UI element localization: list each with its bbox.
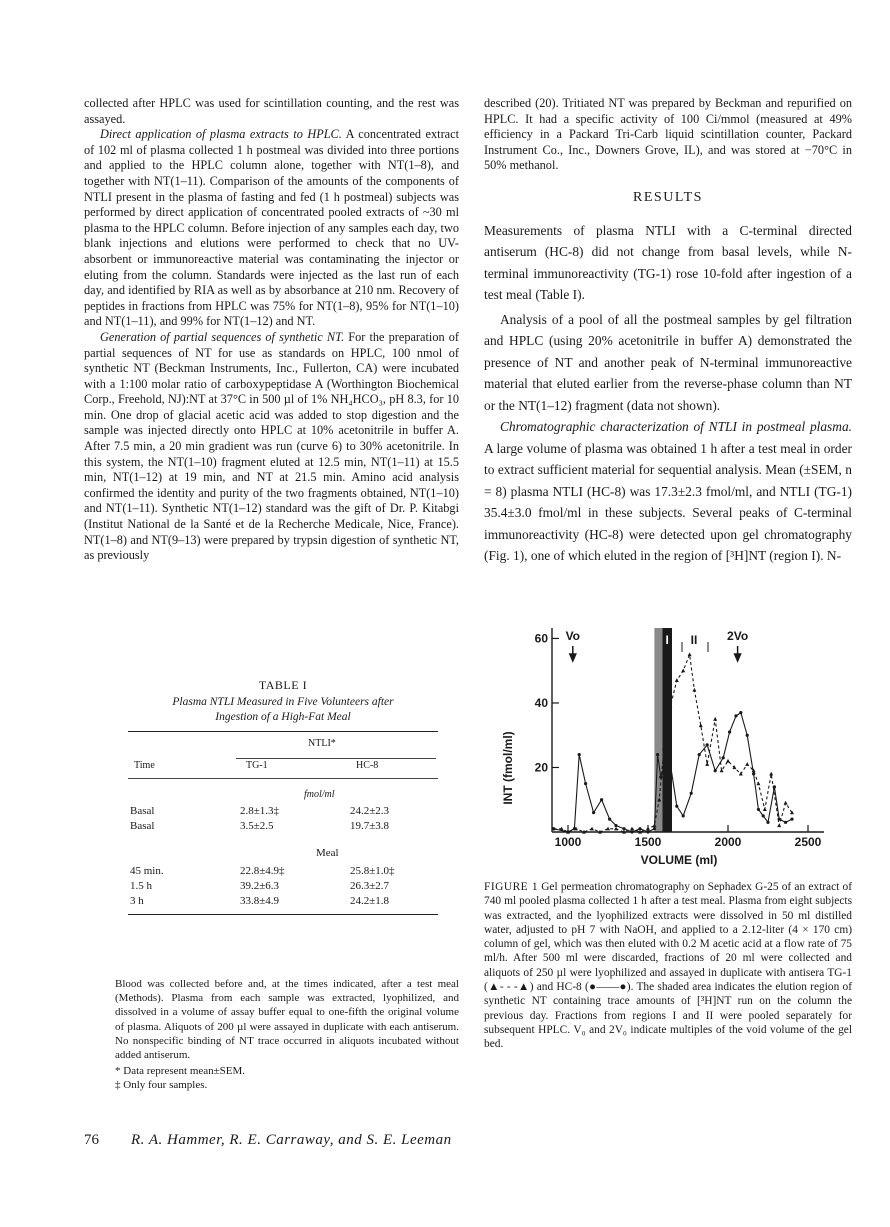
- results-paragraph-3: [484, 416, 852, 567]
- figure-caption-label: FIGURE 1: [484, 881, 539, 893]
- y-axis-label: INT (fmol/ml): [501, 731, 515, 805]
- table-footnote-star: * Data represent mean±SEM.: [115, 1065, 246, 1078]
- void-volume-label: Vo: [565, 629, 581, 643]
- left-paragraph-2: [84, 127, 459, 330]
- table-row: [128, 805, 438, 820]
- line-hc8: [554, 713, 792, 832]
- point-tg1: [606, 827, 610, 831]
- point-hc8: [728, 730, 731, 733]
- subsection-heading-partial-sequences: Generation of partial sequences of synthetic NT.: [100, 329, 345, 344]
- left-column: [84, 96, 459, 564]
- point-hc8: [690, 792, 693, 795]
- results-paragraph-2: Analysis of a pool of all the postmeal samples by gel filtration and HPLC (using 20% acetonitrile in buffer A) demonstrated the presence of NT and another peak of N-terminal immunoreactive material that eluted earlier from the reverse-phase column than NT or the NT(1–12) fragment (data not shown).: [484, 311, 852, 413]
- table-caption-line-2: Ingestion of a High-Fat Meal: [215, 711, 351, 723]
- point-hc8: [608, 817, 611, 820]
- table-cell-hc8: 24.2±2.3: [350, 805, 390, 817]
- table-cell-time: 45 min.: [130, 865, 164, 877]
- subsection-heading-chromatographic: Chromatographic characterization of NTLI in postmeal plasma.: [500, 419, 852, 435]
- results-text: [484, 220, 852, 567]
- table-group-header: NTLI*: [308, 738, 336, 749]
- point-tg1: [784, 801, 788, 805]
- page-number: 76: [84, 1132, 99, 1148]
- x-tick-label: 1500: [634, 835, 662, 849]
- table-meal-header-row: [128, 835, 438, 865]
- table-cell-time: Basal: [130, 820, 155, 832]
- table-footnote-main: Blood was collected before and, at the times indicated, after a test meal (Methods). Plasma from each sample was extracted, lyophilized, and dissolved in a volume of assay buffer equal to one-fifth the original volume of plasma. Aliquots of 200 µl were assayed in duplicate with each antiserum. No nonspecific binding of NT trace occurred in aliquots incubated without added antiserum.: [115, 978, 459, 1062]
- table-footnote-dagger: ‡ Only four samples.: [115, 1079, 208, 1092]
- point-hc8: [600, 798, 603, 801]
- table-cell-tg1: 39.2±6.3: [240, 880, 280, 892]
- table-cell-time: 3 h: [130, 895, 144, 907]
- x-tick-label: 2500: [794, 835, 822, 849]
- table-row: [128, 895, 438, 910]
- point-tg1: [688, 652, 692, 656]
- table-section-meal: Meal: [316, 847, 339, 859]
- left-paragraph-2-body: A concentrated extract of 102 ml of plasma collected 1 h postmeal was divided into three portions and applied to the HPLC column alone, together with NT(1–8), and together with NT(1–11). Comparison of the amounts of the components of NTLI present in the plasma of fasting and fed (1 h postmeal) subjects was performed by direct application of concentrated pooled extracts of ~30 ml plasma to the HPLC column. Before injection of any samples each day, two blank injections and elutions were performed to check that no UV-absorbent or immunoreactive material was contaminating the injector or eluting from the column. Standards were injected as the last run of each day, and identified by RIA as well as by absorbance at 210 nm. Recovery of peptides in fractions from HPLC was 75% for NT(1–8), 95% for NT(1–10) and NT(1–11), and 99% for NT(1–12) and NT.: [84, 127, 459, 329]
- left-paragraph-3-body: For the preparation of partial sequences of NT for use as standards on HPLC, 100 nmol of synthetic NT (Beckman Instruments, Inc., Fullerton, CA) were incubated with a 1:100 molar ratio of carboxypeptidase A (Worthington Biochemical Corp., Freehold, NJ):NT at 37°C in 500 µl of 1% NH₄HCO₃, pH 8.3, for 10 min. One drop of glacial acetic acid was added to stop digestion and the sample was injected directly onto HPLC at 10% acetonitrile in buffer A. After 7.5 min, a 20 min gradient was run (curve 6) to 30% acetonitrile. In this system, the NT(1–10) fragment eluted at 12.5 min, NT(1–11) at 15.5 min, NT(1–12) at 19 min, and NT at 21.5 min. Amino acid analysis confirmed the identity and purity of the two fragments obtained, NT(1–10) and NT(1–11). Synthetic NT(1–12) standard was the gift of Dr. P. Kitabgi (Institut National de la Santé et de la Recherche Medicale, Nice, France). NT(1–8) and NT(9–13) were prepared by trypsin digestion of synthetic NT, as previously: [84, 329, 459, 563]
- left-paragraph-1: collected after HPLC was used for scintillation counting, and the rest was assayed.: [84, 96, 459, 126]
- table-row: [128, 865, 438, 880]
- point-tg1: [681, 669, 685, 673]
- line-tg1: [554, 655, 792, 832]
- point-hc8: [656, 753, 659, 756]
- point-hc8: [766, 821, 769, 824]
- results-heading: RESULTS: [633, 189, 703, 205]
- point-hc8: [646, 830, 649, 833]
- point-hc8: [706, 743, 709, 746]
- point-hc8: [675, 805, 678, 808]
- table-cell-hc8: 24.2±1.8: [350, 895, 390, 907]
- figure-caption-text: Gel permeation chromatography on Sephadex G-25 of an extract of 740 ml pooled plasma collected 1 h after a test meal. Plasma from eight subjects was extracted, and the lyophilized extracts were dissolved in 50 ml distilled water, adjusted to pH 7 with NaOH, and applied to a 2.12-liter (4 × 170 cm) column of gel, which was then eluted with 0.2 M acetic acid at a flow rate of 75 ml/h. After 500 ml were discarded, fractions of 20 ml were collected and aliquots of 250 µl were lyophilized and assayed in duplicate with antisera TG-1 (▲- - -▲) and HC-8 (●——●). The shaded area indicates the elution region of synthetic NT containing trace amounts of [³H]NT run on the column the previous day. Fractions from regions I and II were pooled separately for subsequent HPLC. V₀ and 2V₀ indicate multiples of the void volume of the gel bed.: [484, 881, 852, 1051]
- table-cell-hc8: 19.7±3.8: [350, 820, 390, 832]
- point-hc8: [578, 753, 581, 756]
- region-2-label: II: [690, 633, 698, 647]
- table-basal-rows: [128, 805, 438, 835]
- point-hc8: [653, 827, 656, 830]
- point-hc8: [698, 753, 701, 756]
- chart-axes: [535, 628, 824, 849]
- running-authors: R. A. Hammer, R. E. Carraway, and S. E. Leeman: [131, 1132, 452, 1148]
- point-hc8: [784, 821, 787, 824]
- table-meal-rows: [128, 865, 438, 910]
- point-hc8: [592, 811, 595, 814]
- point-hc8: [734, 714, 737, 717]
- series-hc8: [552, 711, 794, 834]
- point-hc8: [790, 817, 793, 820]
- point-hc8: [664, 759, 667, 762]
- region-1-label: I: [665, 633, 669, 647]
- table-cell-tg1: 2.8±1.3‡: [240, 805, 280, 817]
- column-header-time: Time: [134, 760, 155, 771]
- point-tg1: [763, 807, 767, 811]
- point-hc8: [682, 814, 685, 817]
- table-cell-hc8: 25.8±1.0‡: [350, 865, 395, 877]
- figure-1-caption: [484, 880, 852, 1052]
- point-hc8: [669, 763, 672, 766]
- point-hc8: [757, 808, 760, 811]
- table-cell-hc8: 26.3±2.7: [350, 880, 390, 892]
- table-cell-tg1: 33.8±4.9: [240, 895, 280, 907]
- left-paragraph-3: [84, 330, 459, 564]
- point-hc8: [722, 756, 725, 759]
- results-paragraph-1: Measurements of plasma NTLI with a C-terminal directed antiserum (HC-8) did not change from basal levels, while N-terminal immunoreactivity (TG-1) rose 10-fold after ingestion of a test meal (Table I).: [484, 222, 852, 303]
- point-tg1: [713, 717, 717, 721]
- point-tg1: [675, 678, 679, 682]
- point-hc8: [584, 782, 587, 785]
- table-title: TABLE I: [258, 678, 308, 692]
- point-tg1: [646, 827, 650, 831]
- table-cell-time: Basal: [130, 805, 155, 817]
- table-column-header-row: [128, 752, 438, 778]
- void-volume-arrow: [570, 646, 576, 661]
- page-footer: [84, 1132, 452, 1149]
- table-group-header-row: [128, 732, 438, 752]
- subsection-heading-plasma-extracts: Direct application of plasma extracts to HPLC.: [100, 127, 342, 142]
- point-tg1: [590, 827, 594, 831]
- point-tg1: [614, 827, 618, 831]
- double-void-volume-arrow: [735, 646, 741, 661]
- column-header-tg1: TG-1: [246, 760, 268, 771]
- y-tick-label: 40: [534, 695, 548, 710]
- point-tg1: [630, 827, 634, 831]
- column-header-hc8: HC-8: [356, 760, 379, 771]
- point-tg1: [699, 723, 703, 727]
- point-hc8: [630, 830, 633, 833]
- point-hc8: [762, 814, 765, 817]
- table-cell-tg1: 3.5±2.5: [240, 820, 274, 832]
- point-tg1: [726, 759, 730, 763]
- table-row: [128, 880, 438, 895]
- table-caption-line-1: Plasma NTLI Measured in Five Volunteers after: [172, 696, 394, 708]
- table-footnotes: [115, 977, 459, 1093]
- table-1: [128, 678, 438, 915]
- table-row: [128, 820, 438, 835]
- table-caption: [128, 695, 438, 725]
- table-units-row: [128, 779, 438, 805]
- x-axis-label: VOLUME (ml): [640, 853, 718, 867]
- table-cell-tg1: 22.8±4.9‡: [240, 865, 285, 877]
- point-hc8: [739, 711, 742, 714]
- y-tick-label: 20: [534, 760, 548, 775]
- figure-1-chart: [494, 618, 844, 868]
- point-hc8: [746, 734, 749, 737]
- chart-series: [552, 652, 794, 833]
- table-units: fmol/ml: [304, 789, 335, 800]
- x-tick-label: 1000: [554, 835, 582, 849]
- table-cell-time: 1.5 h: [130, 880, 152, 892]
- point-tg1: [756, 781, 760, 785]
- double-void-volume-label: 2Vo: [727, 629, 749, 643]
- point-tg1: [777, 823, 781, 827]
- x-tick-label: 2000: [714, 835, 742, 849]
- y-tick-label: 60: [534, 631, 548, 646]
- point-tg1: [745, 762, 749, 766]
- point-hc8: [714, 769, 717, 772]
- results-paragraph-3-body: A large volume of plasma was obtained 1 h after a test meal in order to extract sufficient material for sequential analysis. Mean (±SEM, n = 8) plasma NTLI (HC-8) was 17.3±2.3 fmol/ml, and NTLI (TG-1) 35.4±3.0 fmol/ml in these subjects. Several peaks of C-terminal immunoreactivity (HC-8) were detected upon gel chromatography (Fig. 1), one of which eluted in the region of [³H]NT (region I). N-: [484, 440, 852, 564]
- point-tg1: [692, 688, 696, 692]
- point-tg1: [769, 772, 773, 776]
- right-paragraph-1: described (20). Tritiated NT was prepared by Beckman and repurified on HPLC. It had a specific activity of 100 Ci/mmol (measured at 49% efficiency in a Packard Tri-Carb liquid scintillation counter, Packard Instrument Co., Inc., Downers Grove, IL), and was stored at −70°C in 50% methanol.: [484, 96, 852, 173]
- right-column: [484, 96, 852, 567]
- table-bottom-rule: [128, 914, 438, 915]
- point-tg1: [705, 762, 709, 766]
